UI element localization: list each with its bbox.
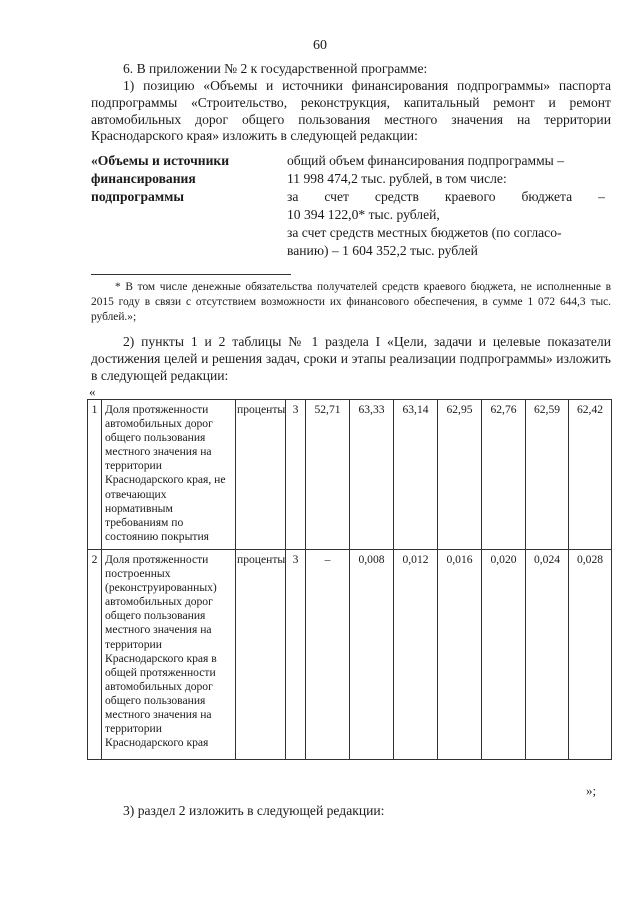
word: краевого bbox=[444, 189, 496, 204]
item-6-heading: 6. В приложении № 2 к государственной программе: bbox=[123, 61, 428, 76]
footnote bbox=[91, 280, 611, 325]
quote-open-mark: « bbox=[89, 384, 96, 399]
passport-line: ванию) – 1 604 352,2 тыс. рублей bbox=[287, 243, 478, 258]
word: счет bbox=[324, 189, 349, 204]
value-cell: 0,012 bbox=[394, 550, 438, 760]
subitem-2-text: 2) пункты 1 и 2 таблицы № 1 раздела I «Цели, задачи и целевые показатели достижения целей и решения задач, сроки и этапы реализации подпрограммы» изложить в следующей редакции: bbox=[91, 334, 611, 383]
goals-table bbox=[87, 399, 612, 760]
value-cell: – bbox=[306, 550, 350, 760]
value-cell: 62,95 bbox=[438, 400, 482, 550]
status-cell: 3 bbox=[286, 550, 306, 760]
unit-cell: проценты bbox=[236, 400, 286, 550]
quote-close-mark: »; bbox=[586, 783, 597, 798]
footnote-text: * В том числе денежные обязательства получателей средств краевого бюджета, не исполненные в 2015 году в связи с отсутствием возможности их финансового обеспечения, в сумме 1 072 644,3 тыс. рублей.»; bbox=[91, 281, 611, 323]
value-cell: 0,008 bbox=[350, 550, 394, 760]
passport-label: «Объемы и источники финансирования подпрограммы bbox=[91, 153, 230, 204]
page-number: 60 bbox=[313, 38, 327, 53]
passport-value bbox=[287, 152, 605, 260]
unit-cell: проценты bbox=[236, 550, 286, 760]
indicator-name: Доля протяженности построенных (реконструированных) автомобильных дорог общего пользования местного значения на территории Краснодарского края в общей протяженности автомобильных дорог общего пользования местного значения на территории Краснодарского края bbox=[102, 550, 236, 760]
passport-line: общий объем финансирования подпрограммы – bbox=[287, 153, 565, 168]
row-number: 1 bbox=[88, 400, 102, 550]
table-row bbox=[88, 400, 612, 550]
row-number: 2 bbox=[88, 550, 102, 760]
table-row bbox=[88, 550, 612, 760]
subitem-1-text: 1) позицию «Объемы и источники финансирования подпрограммы» паспорта подпрограммы «Строительство, реконструкция, капитальный ремонт и ремонт автомобильных дорог общего пользования местного значения на территории Краснодарского края» изложить в следующей редакции: bbox=[91, 78, 611, 144]
value-cell: 0,024 bbox=[526, 550, 569, 760]
value-cell: 52,71 bbox=[306, 400, 350, 550]
value-cell: 0,020 bbox=[482, 550, 526, 760]
footnote-rule bbox=[91, 274, 291, 275]
value-cell: 62,59 bbox=[526, 400, 569, 550]
value-cell: 63,33 bbox=[350, 400, 394, 550]
value-cell: 0,016 bbox=[438, 550, 482, 760]
value-cell: 63,14 bbox=[394, 400, 438, 550]
passport-line: 10 394 122,0* тыс. рублей, bbox=[287, 207, 440, 222]
word: – bbox=[598, 189, 605, 204]
passport-line: за счет средств местных бюджетов (по согласо- bbox=[287, 225, 562, 240]
word: за bbox=[287, 189, 299, 204]
word: средств bbox=[374, 189, 419, 204]
value-cell: 0,028 bbox=[569, 550, 612, 760]
passport-line-spread bbox=[287, 188, 605, 206]
status-cell: 3 bbox=[286, 400, 306, 550]
passport-line: 11 998 474,2 тыс. рублей, в том числе: bbox=[287, 171, 507, 186]
value-cell: 62,42 bbox=[569, 400, 612, 550]
subitem-3-text: 3) раздел 2 изложить в следующей редакции: bbox=[123, 803, 385, 818]
value-cell: 62,76 bbox=[482, 400, 526, 550]
indicator-name: Доля протяженности автомобильных дорог общего пользования местного значения на территории Краснодарского края, не отвечающих нормативным требованиям по состоянию покрытия bbox=[102, 400, 236, 550]
word: бюджета bbox=[521, 189, 573, 204]
